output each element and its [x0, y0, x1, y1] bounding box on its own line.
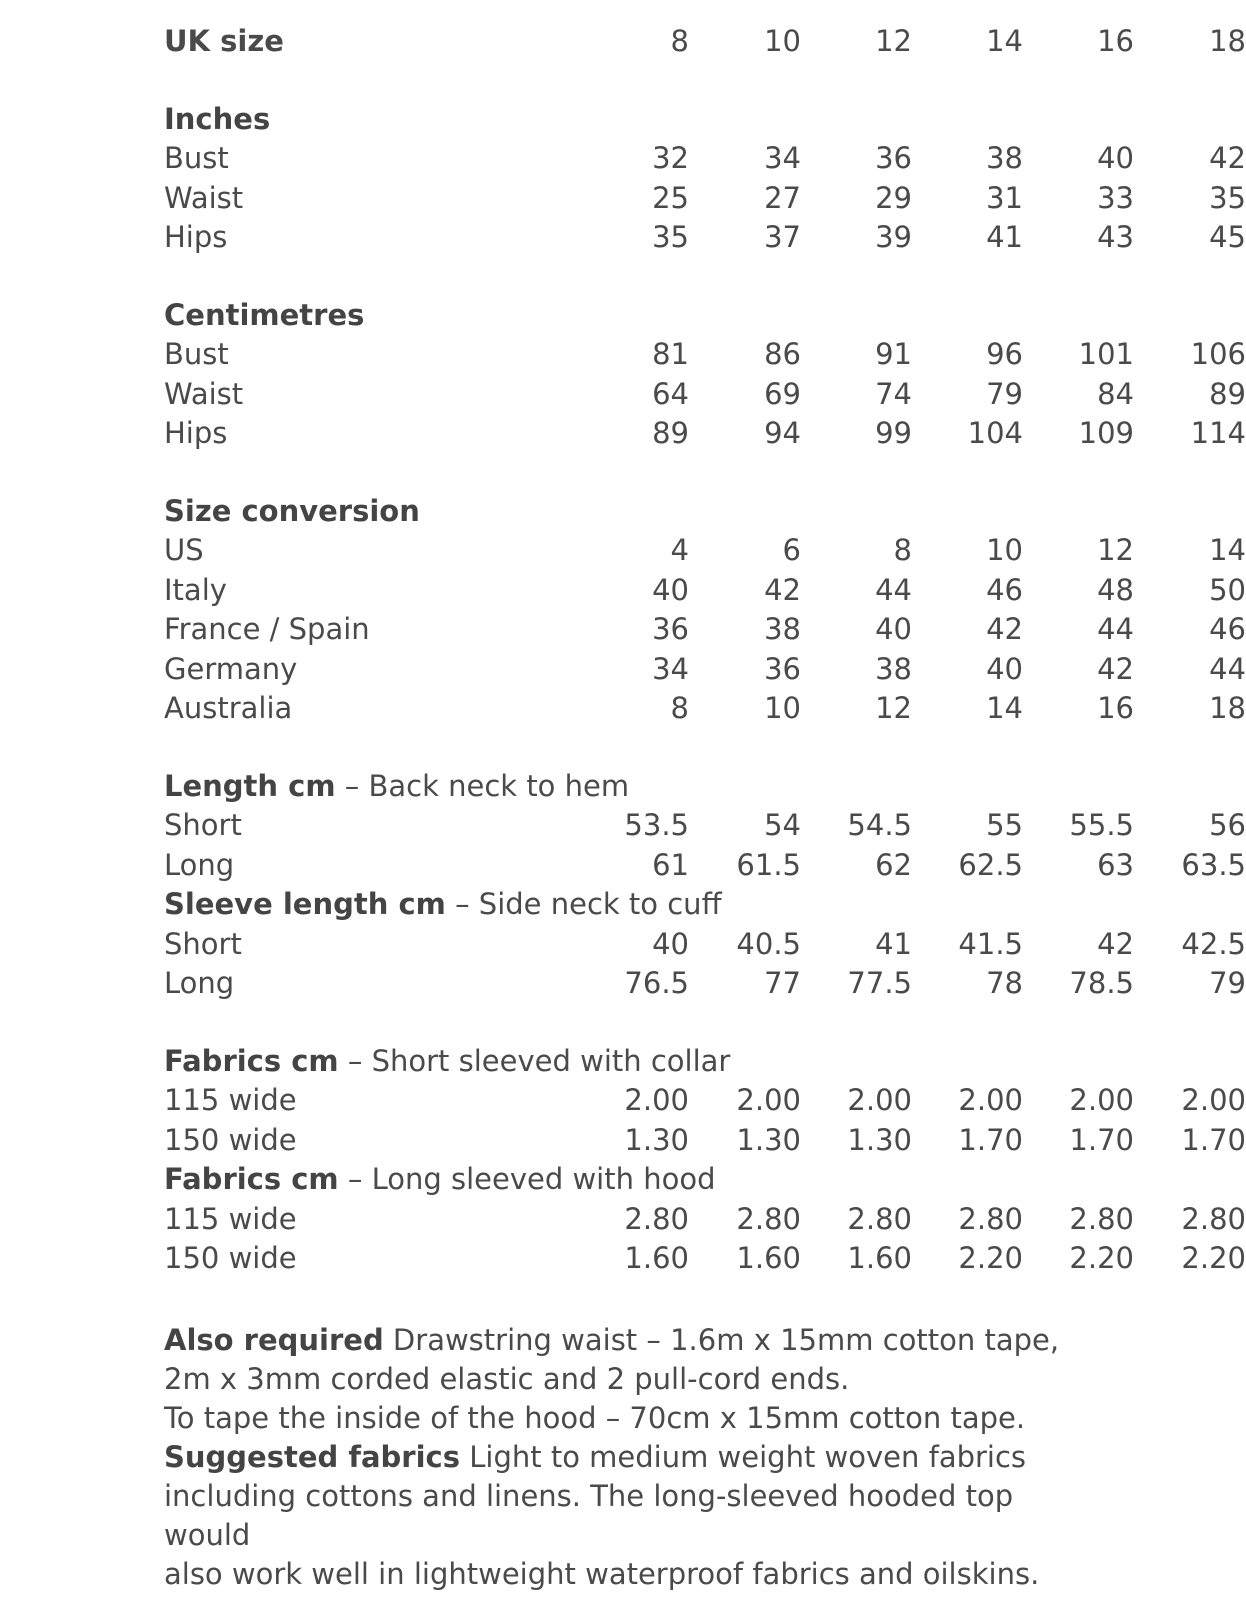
length-table [164, 806, 1246, 885]
value-cell: 44 [1209, 651, 1246, 686]
value-cell: 2.00 [1069, 1083, 1134, 1117]
row-label: 150 wide [164, 1122, 297, 1157]
centimetres-table [164, 335, 1246, 454]
size-header-cell: 16 [1097, 24, 1134, 58]
value-cell: 56 [1209, 808, 1246, 842]
value-cell: 109 [1078, 416, 1134, 450]
value-cell: 39 [875, 220, 912, 254]
size-chart [164, 22, 1246, 1594]
centimetres-row-hips [164, 414, 1246, 454]
value-cell: 69 [764, 376, 801, 411]
value-cell: 77.5 [847, 966, 912, 1000]
value-cell: 12 [875, 691, 912, 725]
row-label: Italy [164, 572, 227, 607]
value-cell: 1.70 [1069, 1122, 1134, 1157]
value-cell: 101 [1078, 337, 1134, 371]
value-cell: 8 [893, 533, 912, 567]
value-cell: 38 [875, 651, 912, 686]
value-cell: 54 [764, 808, 801, 842]
value-cell: 14 [986, 691, 1023, 725]
value-cell: 79 [1209, 966, 1246, 1000]
value-cell: 44 [1097, 612, 1134, 646]
value-cell: 46 [986, 572, 1023, 607]
value-cell: 40 [986, 651, 1023, 686]
value-cell: 1.60 [624, 1241, 689, 1275]
inches-table [164, 139, 1246, 258]
uk-size-header-row [164, 22, 1246, 62]
value-cell: 10 [764, 691, 801, 725]
inches-section-title: Inches [164, 101, 271, 136]
value-cell: 84 [1097, 376, 1134, 411]
value-cell: 1.30 [624, 1122, 689, 1157]
value-cell: 1.60 [736, 1241, 801, 1275]
value-cell: 2.00 [736, 1083, 801, 1117]
value-cell: 18 [1209, 691, 1246, 725]
value-cell: 91 [875, 337, 912, 371]
size-header-cell: 18 [1209, 24, 1246, 58]
value-cell: 96 [986, 337, 1023, 371]
value-cell: 86 [764, 337, 801, 371]
row-label: Bust [164, 141, 229, 175]
fabrics-short-table [164, 1081, 1246, 1160]
sleeve-section-title: Sleeve length cm – Side neck to cuff [164, 887, 722, 921]
value-cell: 76.5 [624, 966, 689, 1000]
conversion-table [164, 531, 1246, 729]
value-cell: 41 [875, 926, 912, 961]
value-cell: 63 [1097, 847, 1134, 882]
value-cell: 41 [986, 220, 1023, 254]
inches-row-bust [164, 139, 1246, 179]
value-cell: 27 [764, 180, 801, 215]
row-label: Waist [164, 180, 244, 215]
value-cell: 61.5 [736, 847, 801, 882]
value-cell: 2.20 [1069, 1241, 1134, 1275]
uk-size-label: UK size [164, 24, 284, 58]
value-cell: 45 [1209, 220, 1246, 254]
value-cell: 40 [652, 572, 689, 607]
value-cell: 106 [1190, 337, 1246, 371]
row-label: Short [164, 808, 242, 842]
length-row-long [164, 846, 1246, 886]
value-cell: 36 [652, 612, 689, 646]
value-cell: 2.20 [1181, 1241, 1246, 1275]
value-cell: 46 [1209, 612, 1246, 646]
conversion-section-title: Size conversion [164, 493, 420, 528]
row-label: France / Spain [164, 612, 370, 646]
value-cell: 1.30 [736, 1122, 801, 1157]
also-required-line-2: 2m x 3mm corded elastic and 2 pull-cord ends. [164, 1361, 850, 1396]
value-cell: 41.5 [958, 926, 1023, 961]
value-cell: 94 [764, 416, 801, 450]
value-cell: 44 [875, 572, 912, 607]
value-cell: 2.00 [624, 1083, 689, 1117]
row-label: 115 wide [164, 1201, 297, 1236]
inches-row-waist [164, 179, 1246, 219]
value-cell: 29 [875, 180, 912, 215]
fabrics-long-section-title: Fabrics cm – Long sleeved with hood [164, 1162, 716, 1196]
value-cell: 64 [652, 376, 689, 411]
value-cell: 36 [875, 141, 912, 175]
suggested-fabrics-line-1: Suggested fabrics Light to medium weight woven fabrics [164, 1439, 1027, 1474]
value-cell: 42 [1097, 651, 1134, 686]
value-cell: 74 [875, 376, 912, 411]
value-cell: 35 [652, 220, 689, 254]
sleeve-row-short [164, 925, 1246, 965]
fabrics-short-section-title: Fabrics cm – Short sleeved with collar [164, 1043, 731, 1078]
fabrics-long-row-115-wide [164, 1200, 1246, 1240]
value-cell: 2.00 [958, 1083, 1023, 1117]
value-cell: 104 [967, 416, 1023, 450]
value-cell: 42 [764, 572, 801, 607]
value-cell: 89 [652, 416, 689, 450]
row-label: Germany [164, 651, 298, 686]
value-cell: 78 [986, 966, 1023, 1000]
value-cell: 34 [764, 141, 801, 175]
value-cell: 54.5 [847, 808, 912, 842]
value-cell: 55.5 [1069, 808, 1134, 842]
value-cell: 38 [986, 141, 1023, 175]
notes-block [164, 1321, 1084, 1594]
length-section-title: Length cm – Back neck to hem [164, 768, 630, 803]
value-cell: 12 [1097, 533, 1134, 567]
fabrics-short-row-115-wide [164, 1081, 1246, 1121]
value-cell: 35 [1209, 180, 1246, 215]
conversion-row-australia [164, 689, 1246, 729]
value-cell: 16 [1097, 691, 1134, 725]
value-cell: 33 [1097, 180, 1134, 215]
conversion-row-france-spain [164, 610, 1246, 650]
value-cell: 89 [1209, 376, 1246, 411]
value-cell: 2.80 [736, 1201, 801, 1236]
row-label: Long [164, 847, 235, 882]
row-label: Australia [164, 691, 293, 725]
centimetres-row-waist [164, 375, 1246, 415]
size-header-cell: 12 [875, 24, 912, 58]
value-cell: 40 [1097, 141, 1134, 175]
suggested-fabrics-line-2: including cottons and linens. The long-sleeved hooded top would [164, 1478, 1014, 1552]
centimetres-section-title: Centimetres [164, 297, 365, 332]
value-cell: 38 [764, 612, 801, 646]
value-cell: 114 [1190, 416, 1246, 450]
value-cell: 42.5 [1181, 926, 1246, 961]
value-cell: 50 [1209, 572, 1246, 607]
row-label: Hips [164, 416, 228, 450]
value-cell: 36 [764, 651, 801, 686]
value-cell: 42 [1209, 141, 1246, 175]
size-header-cell: 10 [764, 24, 801, 58]
value-cell: 2.00 [847, 1083, 912, 1117]
value-cell: 42 [1097, 926, 1134, 961]
row-label: Hips [164, 220, 228, 254]
value-cell: 79 [986, 376, 1023, 411]
value-cell: 78.5 [1069, 966, 1134, 1000]
value-cell: 81 [652, 337, 689, 371]
value-cell: 40.5 [736, 926, 801, 961]
length-row-short [164, 806, 1246, 846]
value-cell: 1.70 [1181, 1122, 1246, 1157]
row-label: Waist [164, 376, 244, 411]
value-cell: 14 [1209, 533, 1246, 567]
conversion-row-germany [164, 650, 1246, 690]
row-label: 115 wide [164, 1083, 297, 1117]
value-cell: 53.5 [624, 808, 689, 842]
value-cell: 31 [986, 180, 1023, 215]
value-cell: 2.80 [1069, 1201, 1134, 1236]
value-cell: 63.5 [1181, 847, 1246, 882]
value-cell: 2.80 [958, 1201, 1023, 1236]
value-cell: 6 [782, 533, 801, 567]
row-label: Bust [164, 337, 229, 371]
value-cell: 2.00 [1181, 1083, 1246, 1117]
sleeve-table [164, 925, 1246, 1004]
value-cell: 2.80 [624, 1201, 689, 1236]
row-label: US [164, 533, 204, 567]
conversion-row-italy [164, 571, 1246, 611]
value-cell: 1.70 [958, 1122, 1023, 1157]
fabrics-long-table [164, 1200, 1246, 1279]
sleeve-row-long [164, 964, 1246, 1004]
row-label: Long [164, 966, 235, 1000]
value-cell: 43 [1097, 220, 1134, 254]
value-cell: 40 [652, 926, 689, 961]
value-cell: 1.60 [847, 1241, 912, 1275]
size-header-cell: 14 [986, 24, 1023, 58]
value-cell: 42 [986, 612, 1023, 646]
value-cell: 40 [875, 612, 912, 646]
value-cell: 77 [764, 966, 801, 1000]
fabrics-short-row-150-wide [164, 1121, 1246, 1161]
value-cell: 37 [764, 220, 801, 254]
suggested-fabrics-line-3: also work well in lightweight waterproof fabrics and oilskins. [164, 1556, 1040, 1591]
value-cell: 62.5 [958, 847, 1023, 882]
inches-row-hips [164, 218, 1246, 258]
value-cell: 2.20 [958, 1241, 1023, 1275]
conversion-row-us [164, 531, 1246, 571]
hood-tape-line: To tape the inside of the hood – 70cm x 15mm cotton tape. [164, 1400, 1026, 1435]
value-cell: 4 [670, 533, 689, 567]
centimetres-row-bust [164, 335, 1246, 375]
row-label: 150 wide [164, 1241, 297, 1275]
row-label: Short [164, 926, 242, 961]
value-cell: 10 [986, 533, 1023, 567]
value-cell: 32 [652, 141, 689, 175]
also-required-line-1: Also required Drawstring waist – 1.6m x 15mm cotton tape, [164, 1322, 1060, 1357]
value-cell: 34 [652, 651, 689, 686]
value-cell: 2.80 [1181, 1201, 1246, 1236]
value-cell: 8 [670, 691, 689, 725]
value-cell: 55 [986, 808, 1023, 842]
value-cell: 25 [652, 180, 689, 215]
value-cell: 61 [652, 847, 689, 882]
size-header-cell: 8 [670, 24, 689, 58]
value-cell: 62 [875, 847, 912, 882]
fabrics-long-row-150-wide [164, 1239, 1246, 1279]
value-cell: 48 [1097, 572, 1134, 607]
value-cell: 2.80 [847, 1201, 912, 1236]
value-cell: 99 [875, 416, 912, 450]
value-cell: 1.30 [847, 1122, 912, 1157]
